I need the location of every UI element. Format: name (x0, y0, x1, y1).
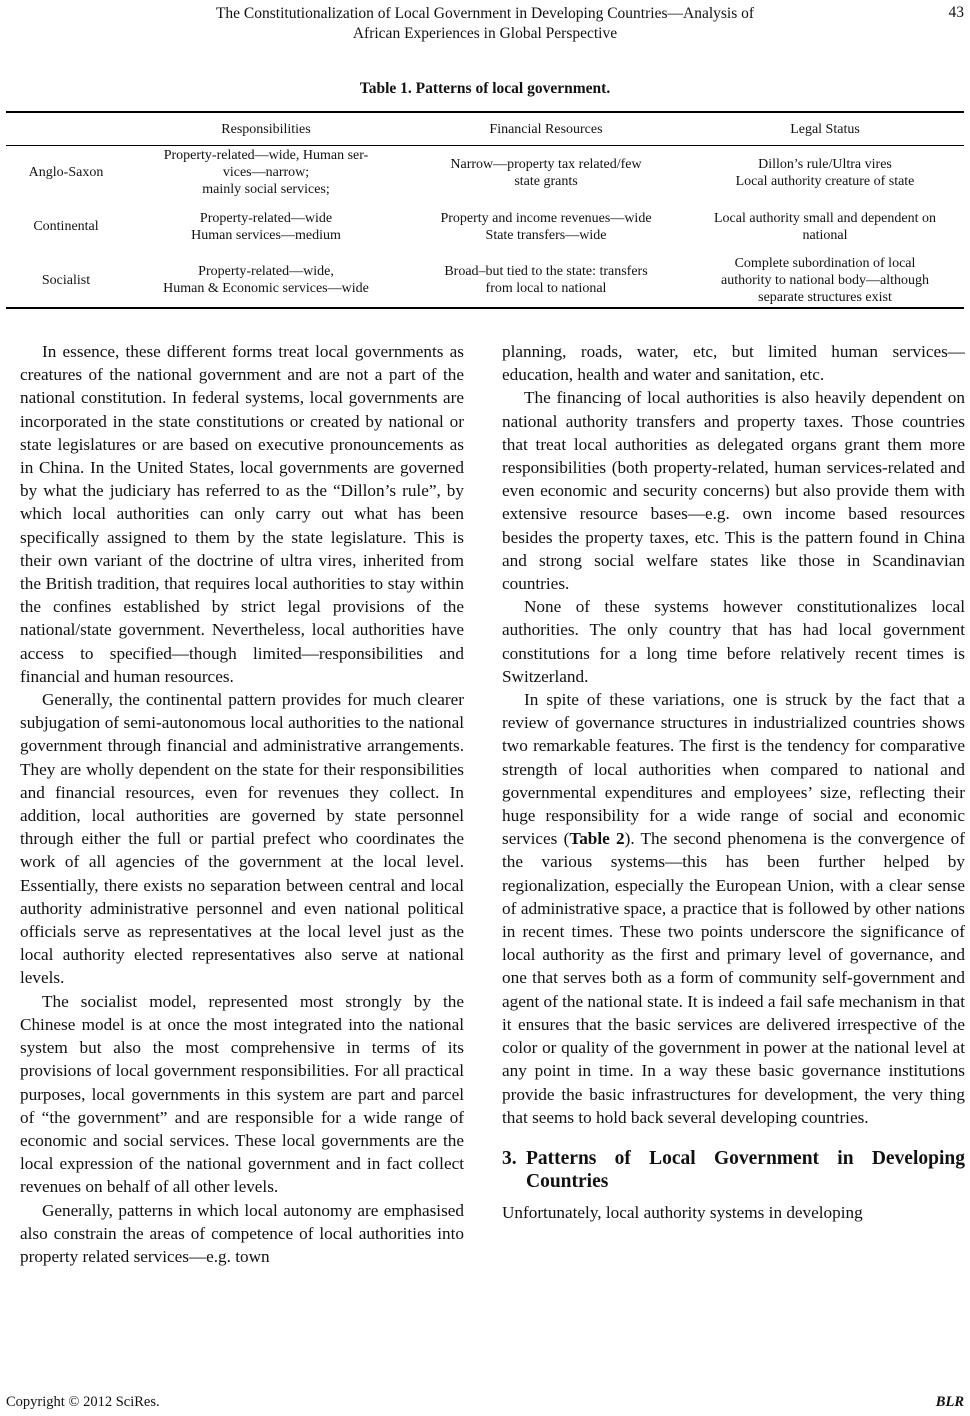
cell-line: Narrow—property tax related/few (450, 156, 642, 172)
paragraph-continuation: planning, roads, water, etc, but limited human services—education, health and water and sanitation, etc. (502, 342, 965, 385)
row-label-cell: Anglo-Saxon (28, 165, 104, 181)
cell-line: mainly social services; (202, 182, 330, 198)
cell-line: Human services—medium (191, 227, 341, 243)
cell-line: Dillon’s rule/Ultra vires (758, 156, 892, 172)
table-header-cell (6, 112, 126, 146)
journal-abbreviation: BLR (935, 1394, 964, 1410)
paragraph: The financing of local authorities is also heavily dependent on national authority transfers and property taxes. Those countries that treat local authorities as delegated organs grant them more responsibilities (both property-related, human services-related and even economic and security concerns) but also provide them with extensive resource bases—e.g. own income based resources besides the property taxes, etc. This is the pattern found in China and strong social welfare states like those in Scandinavian countries. (502, 388, 965, 594)
table-header-cell: Financial Resources (489, 121, 603, 137)
page-number: 43 (948, 4, 964, 21)
cell-line: Local authority small and dependent on (714, 210, 936, 226)
cell-line: Property-related—wide (199, 210, 333, 226)
table-cell-financial (406, 146, 686, 200)
cell-line: Property and income revenues—wide (440, 210, 652, 226)
paragraph: Unfortunately, local authority systems in developing (502, 1202, 863, 1222)
section-title: Patterns of Local Government in Developing Countries (526, 1147, 965, 1192)
page-footer (6, 1394, 964, 1411)
paragraph: None of these systems however constitutionalizes local authorities. The only country that has had local government constitutions for a long time before relatively recent times is Switzerland. (502, 597, 965, 686)
table-cell-responsibilities (126, 146, 406, 200)
table-row (6, 146, 964, 200)
cell-line: Human & Economic services—wide (163, 281, 369, 296)
cell-line: national (802, 227, 848, 243)
table-cell-legal (686, 200, 964, 254)
table-cell-legal (686, 146, 964, 200)
section-number: 3. (502, 1147, 517, 1169)
table-header-row (6, 112, 964, 146)
table-cell-responsibilities (126, 254, 406, 308)
row-label-cell: Continental (33, 219, 99, 234)
table-header-cell: Responsibilities (221, 121, 311, 137)
cell-line: authority to national body—although (720, 272, 930, 288)
cell-line: Property-related—wide, (198, 264, 334, 279)
cell-line: separate structures exist (758, 289, 892, 305)
table-caption: Table 1. Patterns of local government. (359, 80, 611, 97)
table-cell-financial (406, 200, 686, 254)
left-column (20, 340, 464, 1268)
cell-line: Local authority creature of state (735, 173, 915, 189)
table-reference-link[interactable]: Table 2 (569, 829, 625, 849)
table-cell-financial (406, 254, 686, 308)
paragraph: In essence, these different forms treat local governments as creatures of the national government and are not a part of the national constitution. In federal systems, local governments are incorporated in the state constitutions or created by national or state legislatures or are based on executive pronouncements as in China. In the United States, local governments are governed by what the judiciary has referred to as the “Dillon’s rule”, by which local authorities can only carry out what has been specifically assigned to them by the state legislature. This is their own variant of the doctrine of ultra vires, inherited from the British tradition, that requires local authorities to stay within the confines established by strict legal provisions of the national/state government. Nevertheless, local authorities have access to specified—though limited—responsibilities and financial and human resources. (20, 342, 464, 686)
table-cell-legal (686, 254, 964, 308)
row-label-cell: Socialist (41, 272, 91, 288)
running-header-line-2: African Experiences in Global Perspective (352, 25, 618, 42)
paragraph (502, 688, 965, 1129)
section-heading (502, 1147, 965, 1193)
cell-line: State transfers—wide (485, 227, 607, 243)
paragraph: The socialist model, represented most strongly by the Chinese model is at once the most integrated into the national system but also the most comprehensive in terms of its provisions of local government responsibilities. For all practical purposes, local governments in this system are part and parcel of “the government” and are responsible for a wide range of economic and social services. These local governments are the local expression of the national government and in fact collect revenues on behalf of all other levels. (20, 991, 464, 1197)
right-column (502, 340, 965, 1224)
paragraph: Generally, the continental pattern provides for much clearer subjugation of semi-autonomous local authorities to the national government through financial and administrative arrangements. They are wholly dependent on the state for their responsibilities and financial resources, even for revenues they collect. In addition, local authorities are governed by state personnel through either the full or partial prefect who coordinates the work of all agencies of the government at the local level. Essentially, there exists no separation between central and local authority administrative personnel and even national political officials serve as representatives at the local level just as the local authority elected representatives also serve at national levels. (20, 690, 464, 988)
cell-line: Complete subordination of local (734, 255, 916, 271)
paragraph-text: In spite of these variations, one is struck by the fact that a review of governance structures in industrialized countries shows two remarkable features. The first is the tendency for comparative strength of local authorities when compared to national and governmental expenditures and employees’ size, reflecting their huge responsibility for a wide range of social and economic services ( (502, 690, 965, 849)
running-header-line-1: The Constitutionalization of Local Government in Developing Countries—Analysis of (215, 5, 755, 22)
table-header-cell: Legal Status (790, 121, 860, 137)
cell-line: vices—narrow; (222, 165, 310, 181)
cell-line: Broad–but tied to the state: transfers (444, 264, 648, 279)
cell-line: state grants (514, 173, 578, 189)
patterns-table (6, 111, 964, 309)
table-row (6, 200, 964, 254)
cell-line: Property-related—wide, Human ser- (163, 148, 369, 164)
paragraph: Generally, patterns in which local autonomy are emphasised also constrain the areas of competence of local authorities into property related services—e.g. town (20, 1200, 464, 1266)
running-header (0, 4, 970, 44)
cell-line: from local to national (485, 281, 607, 296)
copyright-text: Copyright © 2012 SciRes. (6, 1394, 160, 1410)
table-row (6, 254, 964, 308)
paragraph-text: ). The second phenomena is the convergence of the various systems—this has been further helped by regionalization, especially the European Union, with a clear sense of administrative space, a practice that is followed by other nations in recent times. These two points underscore the significance of local authority as the first and primary level of governance, and one that serves both as a form of community self-government and agent of the national state. It is indeed a fail safe mechanism in that it ensures that the basic services are delivered irrespective of the color or quality of the government in power at the national level at any point in time. In a way these basic governance institutions provide the basic infrastructures for development, the very thing that seems to hold back several developing countries. (502, 829, 965, 1127)
table-cell-responsibilities (126, 200, 406, 254)
